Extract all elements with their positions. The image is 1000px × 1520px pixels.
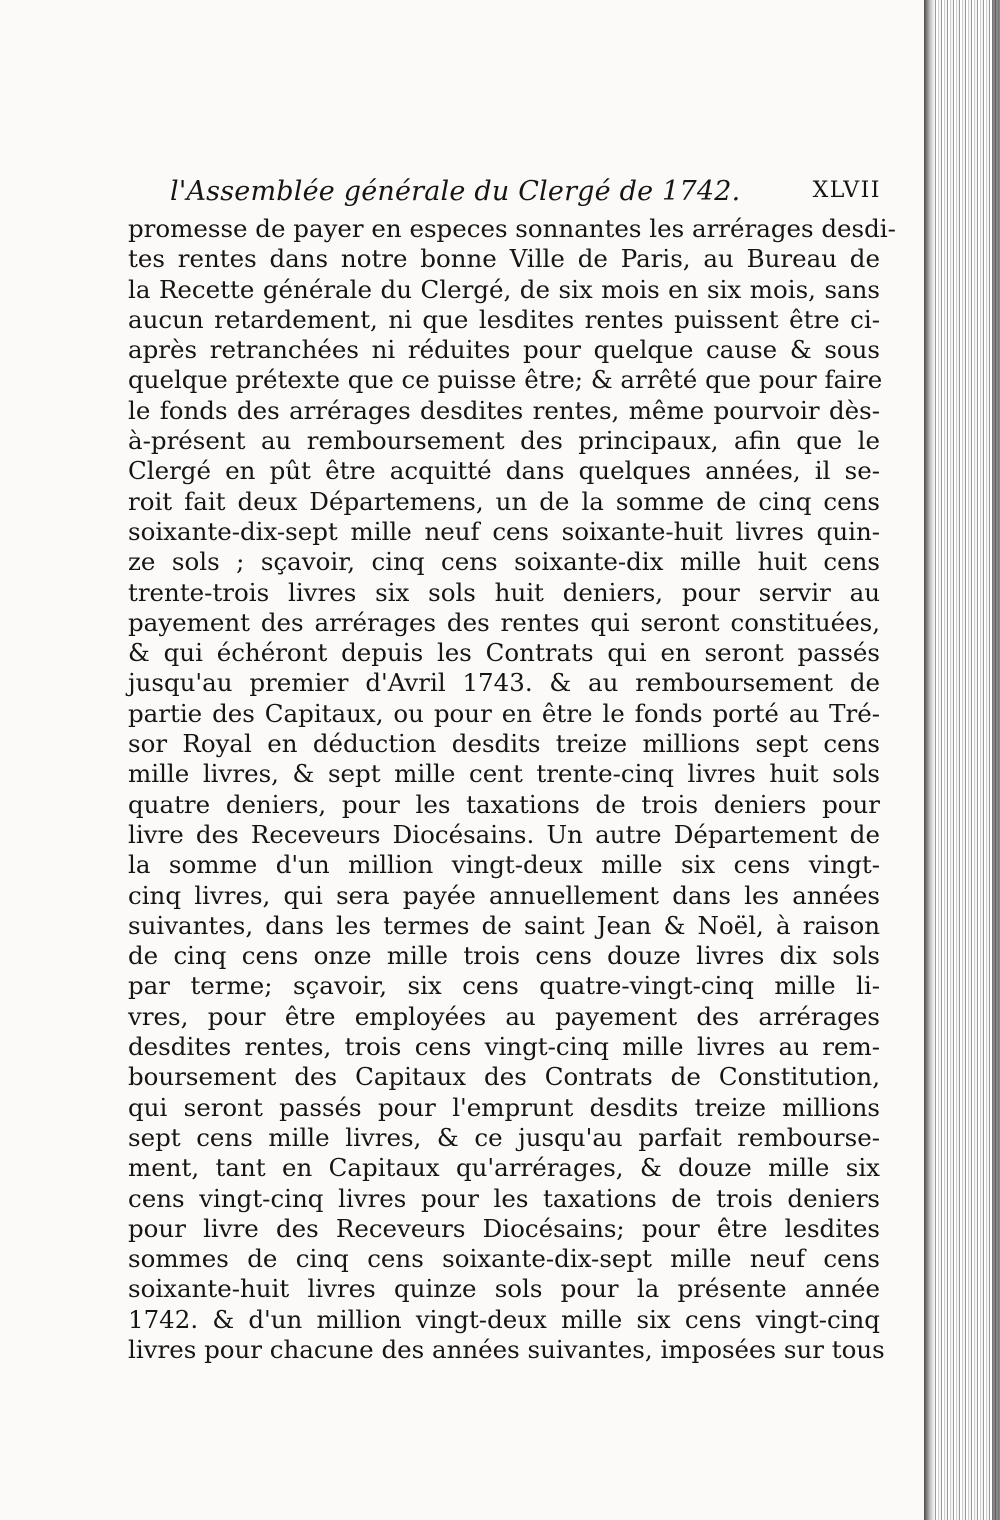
text-line: qui seront passés pour l'emprunt desdits treize millions	[128, 1092, 880, 1122]
text-line: la Recette générale du Clergé, de six mois en six mois, sans	[128, 274, 880, 304]
text-line: cens vingt-cinq livres pour les taxations de trois deniers	[128, 1183, 880, 1213]
text-line: la somme d'un million vingt-deux mille six cens vingt-	[128, 850, 880, 880]
text-line: roit fait deux Départemens, un de la somme de cinq cens	[128, 486, 880, 516]
text-line: ze sols ; sçavoir, cinq cens soixante-dix mille huit cens	[128, 547, 880, 577]
text-line: desdites rentes, trois cens vingt-cinq mille livres au rem-	[128, 1032, 880, 1062]
text-line: soixante-huit livres quinze sols pour la présente année	[128, 1274, 880, 1304]
text-line: trente-trois livres six sols huit deniers, pour servir au	[128, 577, 880, 607]
text-line: cinq livres, qui sera payée annuellement dans les années	[128, 880, 880, 910]
text-line: de cinq cens onze mille trois cens douze livres dix sols	[128, 941, 880, 971]
text-line: tes rentes dans notre bonne Ville de Paris, au Bureau de	[128, 244, 880, 274]
text-line: vres, pour être employées au payement des arrérages	[128, 1001, 880, 1031]
text-line: pour livre des Receveurs Diocésains; pour être lesdites	[128, 1213, 880, 1243]
text-line: mille livres, & sept mille cent trente-cinq livres huit sols	[128, 759, 880, 789]
text-line: partie des Capitaux, ou pour en être le fonds porté au Tré-	[128, 698, 880, 728]
text-line: boursement des Capitaux des Contrats de Constitution,	[128, 1062, 880, 1092]
running-head	[170, 176, 885, 216]
text-line: quelque prétexte que ce puisse être; & arrêté que pour faire	[128, 365, 883, 395]
text-line: payement des arrérages des rentes qui seront constituées,	[128, 607, 880, 637]
text-line: suivantes, dans les termes de saint Jean & Noël, à raison	[128, 910, 880, 940]
book-page-edges	[924, 0, 1000, 1520]
text-line: soixante-dix-sept mille neuf cens soixante-huit livres quin-	[128, 516, 880, 546]
page-number: XLVII	[812, 178, 881, 203]
text-line: à-présent au remboursement des principaux, afin que le	[128, 426, 880, 456]
body-text	[128, 214, 896, 1365]
text-line: sept cens mille livres, & ce jusqu'au parfait rembourse-	[128, 1122, 880, 1152]
running-title: l'Assemblée générale du Clergé de 1742.	[170, 176, 741, 207]
text-line: quatre deniers, pour les taxations de trois deniers pour	[128, 789, 880, 819]
text-line: jusqu'au premier d'Avril 1743. & au remboursement de	[128, 668, 880, 698]
text-line: livres pour chacune des années suivantes, imposées sur tous	[128, 1334, 885, 1364]
text-line: 1742. & d'un million vingt-deux mille six cens vingt-cinq	[128, 1304, 880, 1334]
text-line: aucun retardement, ni que lesdites rentes puissent être ci-	[128, 304, 880, 334]
text-line: Clergé en pût être acquitté dans quelques années, il se-	[128, 456, 880, 486]
text-line: & qui échéront depuis les Contrats qui en seront passés	[128, 638, 880, 668]
text-line: sor Royal en déduction desdits treize millions sept cens	[128, 729, 880, 759]
text-line: ment, tant en Capitaux qu'arrérages, & douze mille six	[128, 1153, 880, 1183]
text-line: le fonds des arrérages desdites rentes, même pourvoir dès-	[128, 395, 880, 425]
text-line: promesse de payer en especes sonnantes les arrérages desdi-	[128, 214, 896, 243]
text-line: sommes de cinq cens soixante-dix-sept mille neuf cens	[128, 1244, 880, 1274]
text-line: livre des Receveurs Diocésains. Un autre Département de	[128, 819, 880, 849]
text-line: par terme; sçavoir, six cens quatre-vingt-cinq mille li-	[128, 971, 880, 1001]
text-line: après retranchées ni réduites pour quelque cause & sous	[128, 335, 880, 365]
